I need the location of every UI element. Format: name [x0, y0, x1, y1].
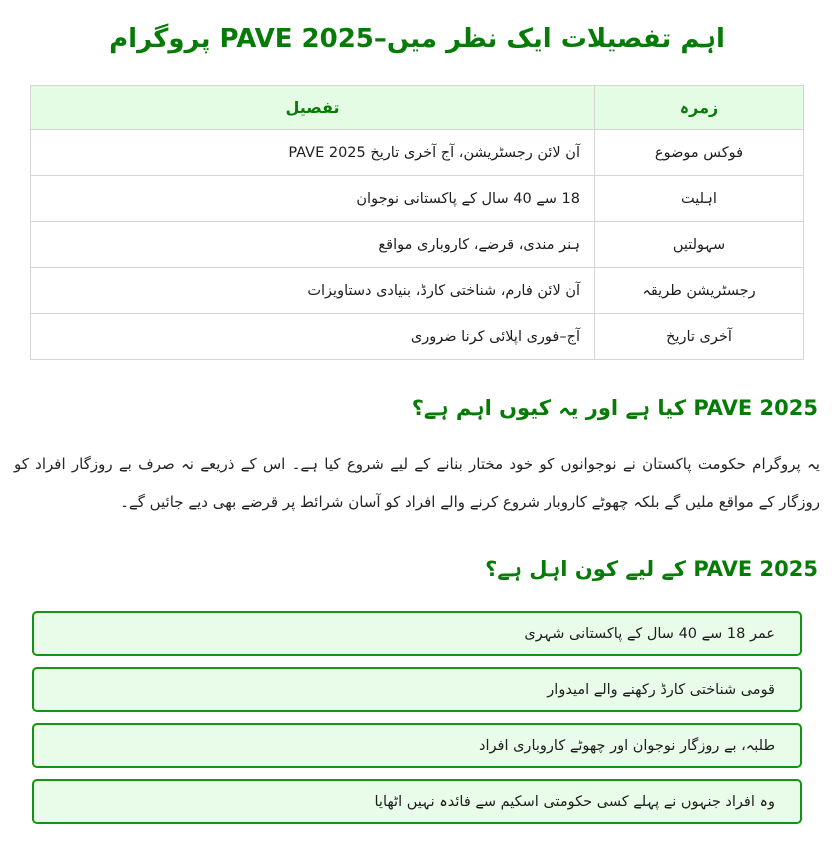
page-title: اہم تفصیلات ایک نظر میں–PAVE 2025 پروگرام: [109, 24, 725, 54]
eligibility-item: طلبہ، بے روزگار نوجوان اور چھوٹے کاروباری افراد: [32, 723, 802, 768]
section-heading-who-is-eligible: PAVE 2025 کے لیے کون اہل ہے؟: [485, 557, 818, 582]
table-row: [31, 222, 804, 268]
table-row: [31, 314, 804, 360]
category-cell: آخری تاریخ: [595, 314, 804, 360]
detail-cell: ہنر مندی، قرضے، کاروباری مواقع: [31, 222, 595, 268]
table-row: [31, 176, 804, 222]
program-description-paragraph: یہ پروگرام حکومت پاکستان نے نوجوانوں کو خود مختار بنانے کے لیے شروع کیا ہے۔ اس کے ذریعے نہ صرف بے روزگار افراد کو روزگار کے مواقع ملیں گے بلکہ چھوٹے کاروبار شروع کرنے والے افراد کو آسان شرائط پر قرضے بھی دیے جائیں گے۔: [14, 455, 820, 511]
section-heading-what-is-pave: PAVE 2025 کیا ہے اور یہ کیوں اہم ہے؟: [411, 396, 818, 421]
table-row: [31, 130, 804, 176]
detail-cell: 18 سے 40 سال کے پاکستانی نوجوان: [31, 176, 595, 222]
detail-column-header: تفصیل: [31, 86, 595, 130]
detail-cell: PAVE 2025 آن لائن رجسٹریشن، آج آخری تاریخ: [31, 130, 595, 176]
category-cell: سہولتیں: [595, 222, 804, 268]
table-header-row: [31, 86, 804, 130]
eligibility-item: وہ افراد جنہوں نے پہلے کسی حکومتی اسکیم سے فائدہ نہیں اٹھایا: [32, 779, 802, 824]
category-column-header: زمرہ: [595, 86, 804, 130]
detail-cell: آج–فوری اپلائی کرنا ضروری: [31, 314, 595, 360]
program-details-table: [30, 85, 804, 360]
category-cell: فوکس موضوع: [595, 130, 804, 176]
eligibility-item: عمر 18 سے 40 سال کے پاکستانی شہری: [32, 611, 802, 656]
eligibility-list: [0, 611, 834, 824]
category-cell: رجسٹریشن طریقہ: [595, 268, 804, 314]
eligibility-item: قومی شناختی کارڈ رکھنے والے امیدوار: [32, 667, 802, 712]
category-cell: اہلیت: [595, 176, 804, 222]
detail-cell: آن لائن فارم، شناختی کارڈ، بنیادی دستاویزات: [31, 268, 595, 314]
table-row: [31, 268, 804, 314]
